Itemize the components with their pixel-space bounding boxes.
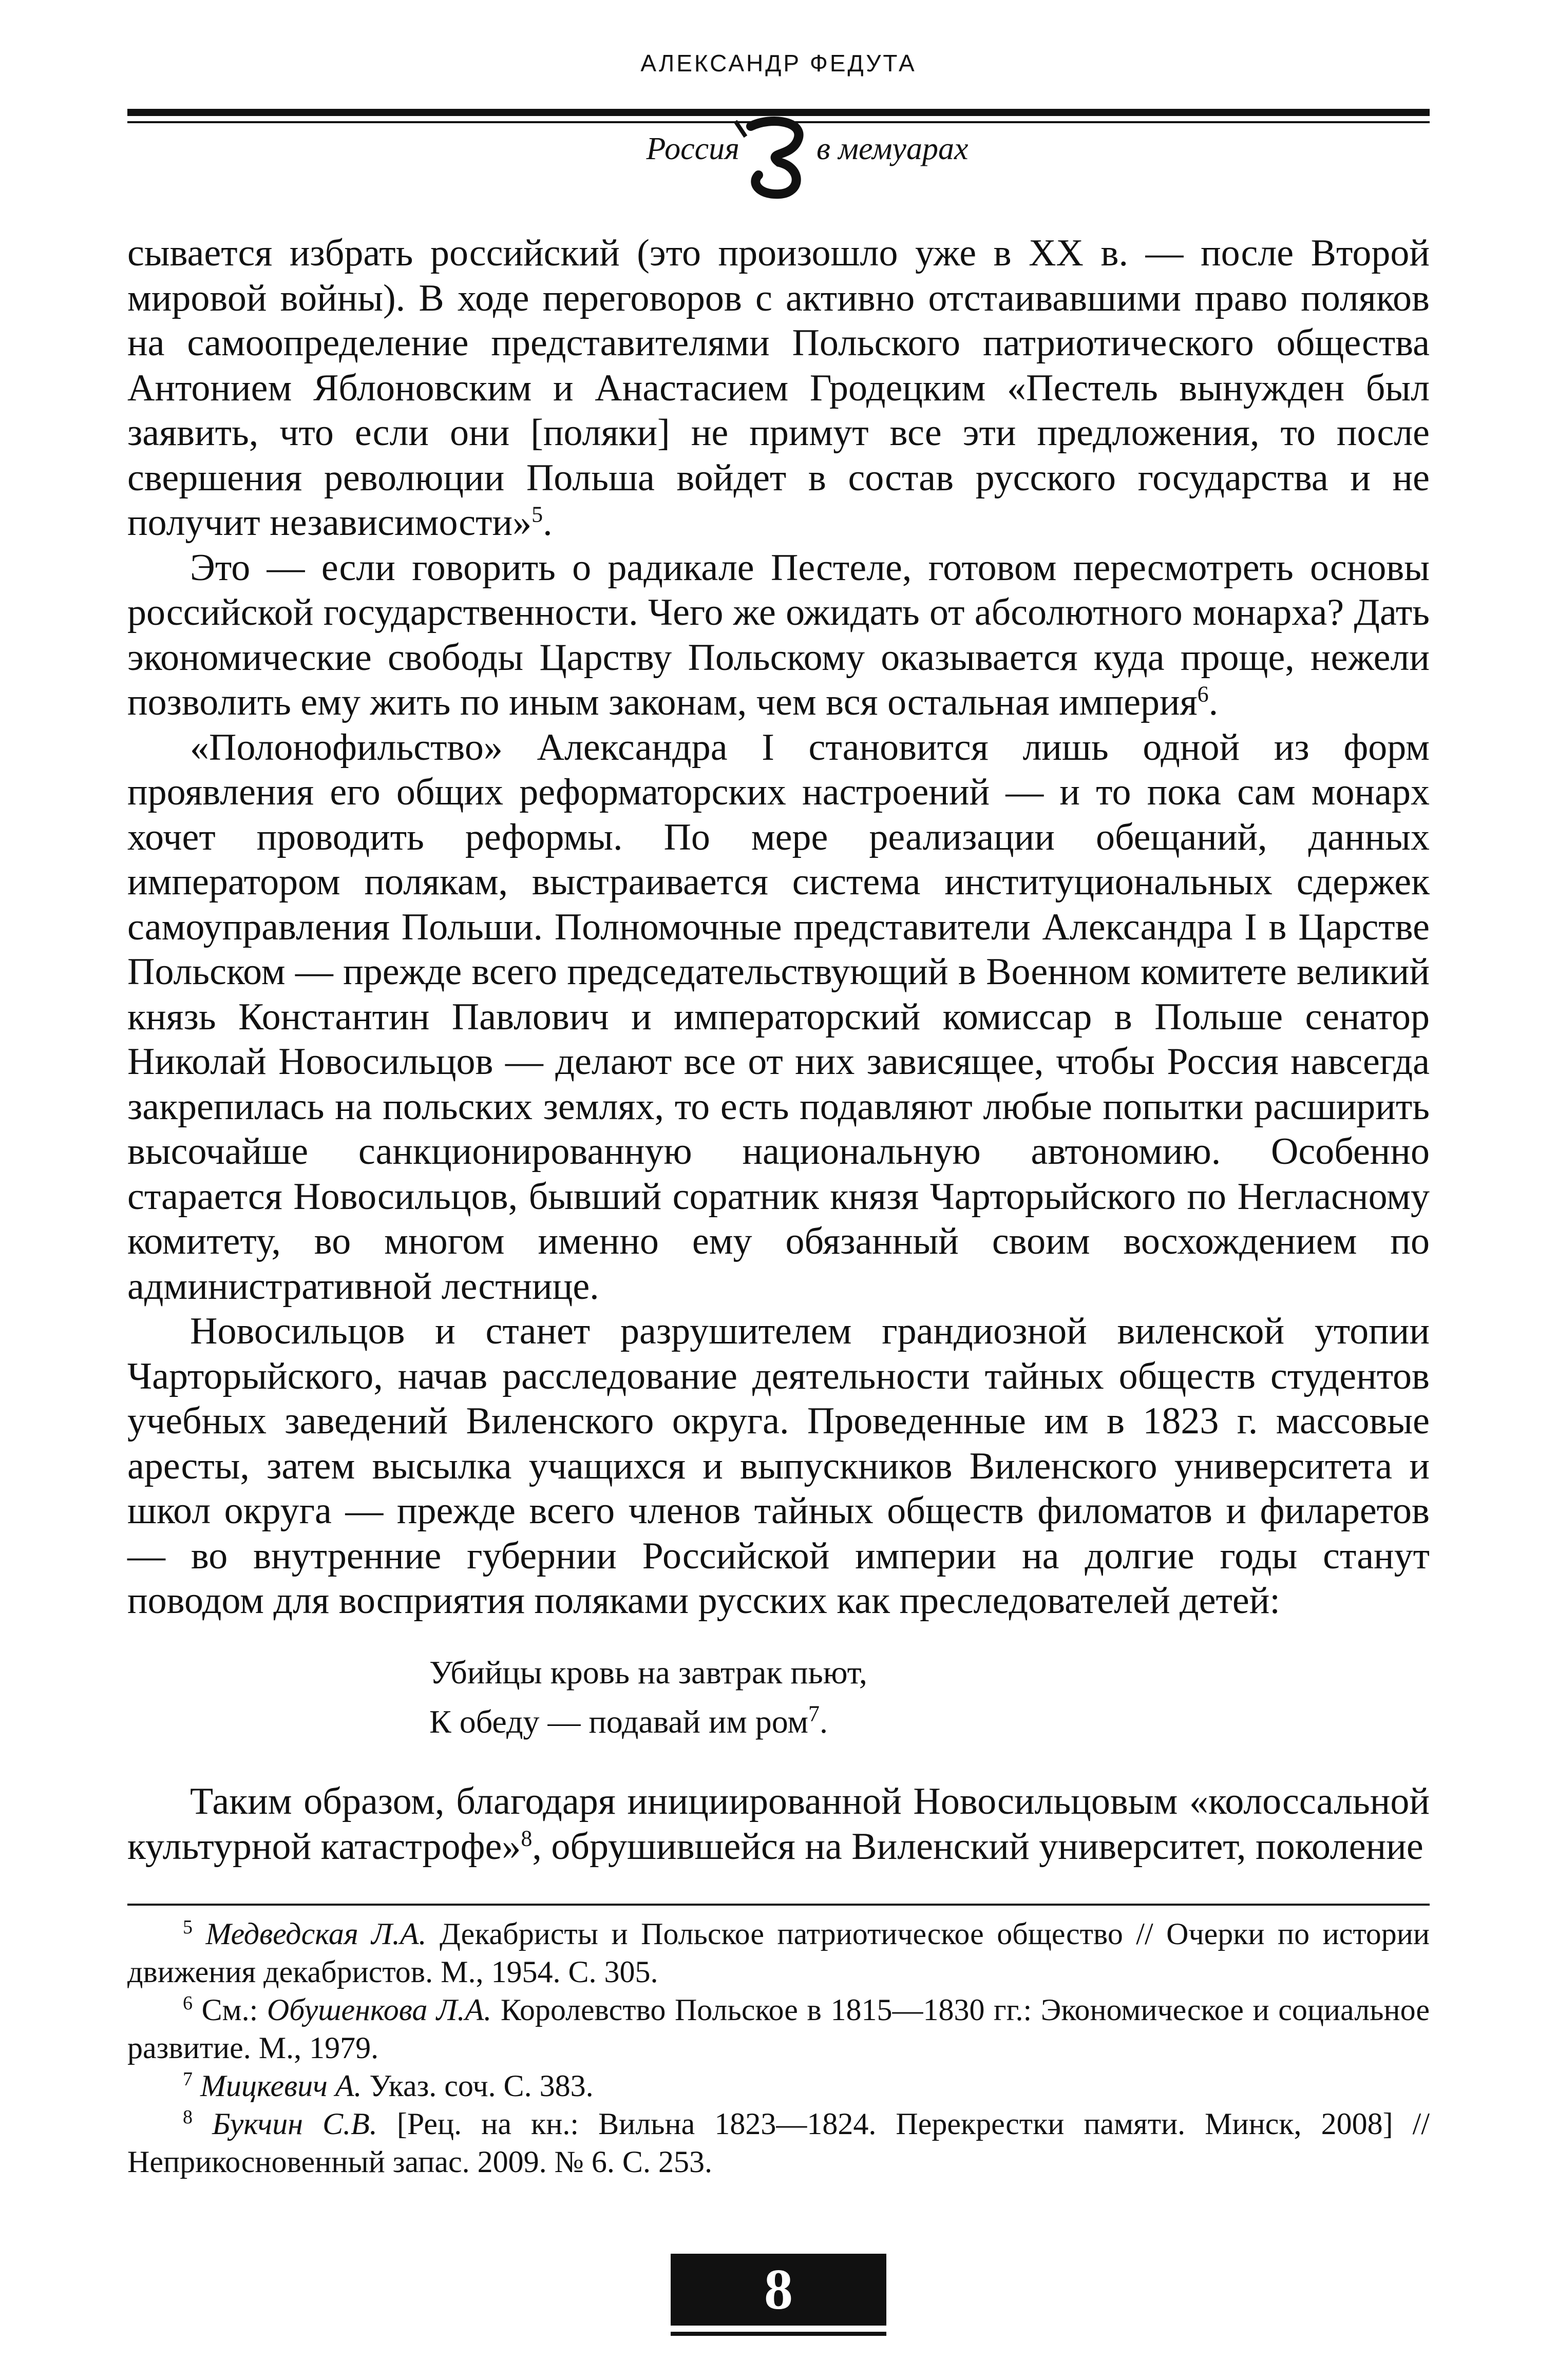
poem-line: Убийцы кровь на завтрак пьют,	[429, 1654, 867, 1691]
poem-line	[429, 1697, 867, 1746]
paragraph-text: , обрушившейся на Виленский университет, поколение	[532, 1825, 1423, 1868]
footnote-text: Декабристы и Польское патриотическое общество // Очерки по истории движения декабристов. М., 1954. С. 305.	[127, 1917, 1430, 1989]
poem-quote	[429, 1648, 867, 1746]
poem-line-text: К обеду — подавай им ром	[429, 1703, 808, 1740]
paragraph: «Полонофильство» Александра I становится лишь одной из форм проявления его общих реформаторских настроений — и то пока сам монарх хочет проводить реформы. По мере реализации обещаний, данных императором полякам, выстраивается система институциональных сдержек самоуправления Польши. Полномочные представители Александра I в Царстве Польском — прежде всего председательствующий в Военном комитете великий князь Константин Павлович и императорский комиссар в Польше сенатор Николай Новосильцов — делают все от них зависящее, чтобы Россия навсегда закрепилась на польских землях, то есть подавляют любые попытки расширить высочайше санкционированную национальную автономию. Особенно старается Новосильцов, бывший соратник князя Чарторыйского по Негласному комитету, во многом именно ему обязанный своим восхождением по административной лестнице.	[127, 726, 1430, 1308]
series-monogram-icon	[730, 106, 828, 203]
footnote-ref: 5	[531, 502, 543, 527]
footnote	[127, 2067, 1430, 2105]
footnote-text: Королевство Польское в 1815—1830 гг.: Экономическое и социальное развитие. М., 1979.	[127, 1993, 1430, 2065]
footnote-ref: 8	[521, 1825, 533, 1851]
paragraph-text: .	[1208, 681, 1219, 723]
page-number: 8	[671, 2254, 886, 2326]
footnote-author: Медведская Л.А.	[205, 1917, 427, 1951]
footnotes	[127, 1915, 1430, 2181]
paragraph	[127, 1779, 1430, 1869]
series-title-left: Россия	[646, 131, 739, 166]
paragraph-text: сывается избрать российский (это произошло уже в XX в. — после Второй мировой войны). В ходе переговоров с активно отстаивавшими право поляков на самоопределение представителями Польского патриотического общества Антонием Яблоновским и Анастасием Гродецким «Пестель вынужден был заявить, что если они [поляки] не примут все эти предложения, то после свершения революции Польша войдет в состав русского государства и не получит независимости»	[127, 232, 1430, 544]
footnote	[127, 2105, 1430, 2181]
footnote-text: [Рец. на кн.: Вильна 1823—1824. Перекрестки памяти. Минск, 2008] // Неприкосновенный запас. 2009. № 6. С. 253.	[127, 2107, 1430, 2179]
page-number-underline	[671, 2332, 886, 2336]
footnote-prefix: См.:	[201, 1993, 267, 2027]
footnote-separator	[127, 1904, 1430, 1906]
main-text	[127, 231, 1430, 1624]
poem-line-text: .	[819, 1703, 828, 1740]
paragraph	[127, 231, 1430, 546]
running-header-author: АЛЕКСАНДР ФЕДУТА	[640, 50, 917, 76]
footnote-author: Мицкевич А.	[200, 2069, 362, 2103]
series-title-right: в мемуарах	[817, 131, 969, 166]
footnote-number: 8	[183, 2106, 193, 2128]
paragraph-text: .	[543, 502, 553, 544]
footnote-text: Указ. соч. С. 383.	[362, 2069, 594, 2103]
footnote-number: 6	[183, 1992, 193, 2014]
footnote-ref: 7	[808, 1701, 820, 1726]
footnote-ref: 6	[1197, 681, 1209, 707]
footnote-number: 7	[183, 2068, 193, 2090]
paragraph: Новосильцов и станет разрушителем грандиозной виленской утопии Чарторыйского, начав расследование деятельности тайных обществ студентов учебных заведений Виленского округа. Проведенные им в 1823 г. массовые аресты, затем высылка учащихся и выпускников Виленского университета и школ округа — прежде всего членов тайных обществ филоматов и филаретов — во внутренние губернии Российской империи на долгие годы станут поводом для восприятия поляками русских как преследователей детей:	[127, 1310, 1430, 1622]
footnote-author: Букчин С.В.	[212, 2107, 377, 2141]
footnote-author: Обушенкова Л.А.	[267, 1993, 492, 2027]
paragraph-text: Это — если говорить о радикале Пестеле, готовом пересмотреть основы российской государственности. Чего же ожидать от абсолютного монарха? Дать экономические свободы Царству Польскому оказывается куда проще, нежели позволить ему жить по иным законам, чем вся остальная империя	[127, 546, 1430, 723]
paragraph	[127, 546, 1430, 725]
footnote	[127, 1991, 1430, 2067]
footnote-number: 5	[183, 1916, 193, 1938]
paragraph-text: Таким образом, благодаря инициированной Новосильцовым «колоссальной культурной катастрофе»	[127, 1780, 1430, 1868]
footnote	[127, 1915, 1430, 1991]
